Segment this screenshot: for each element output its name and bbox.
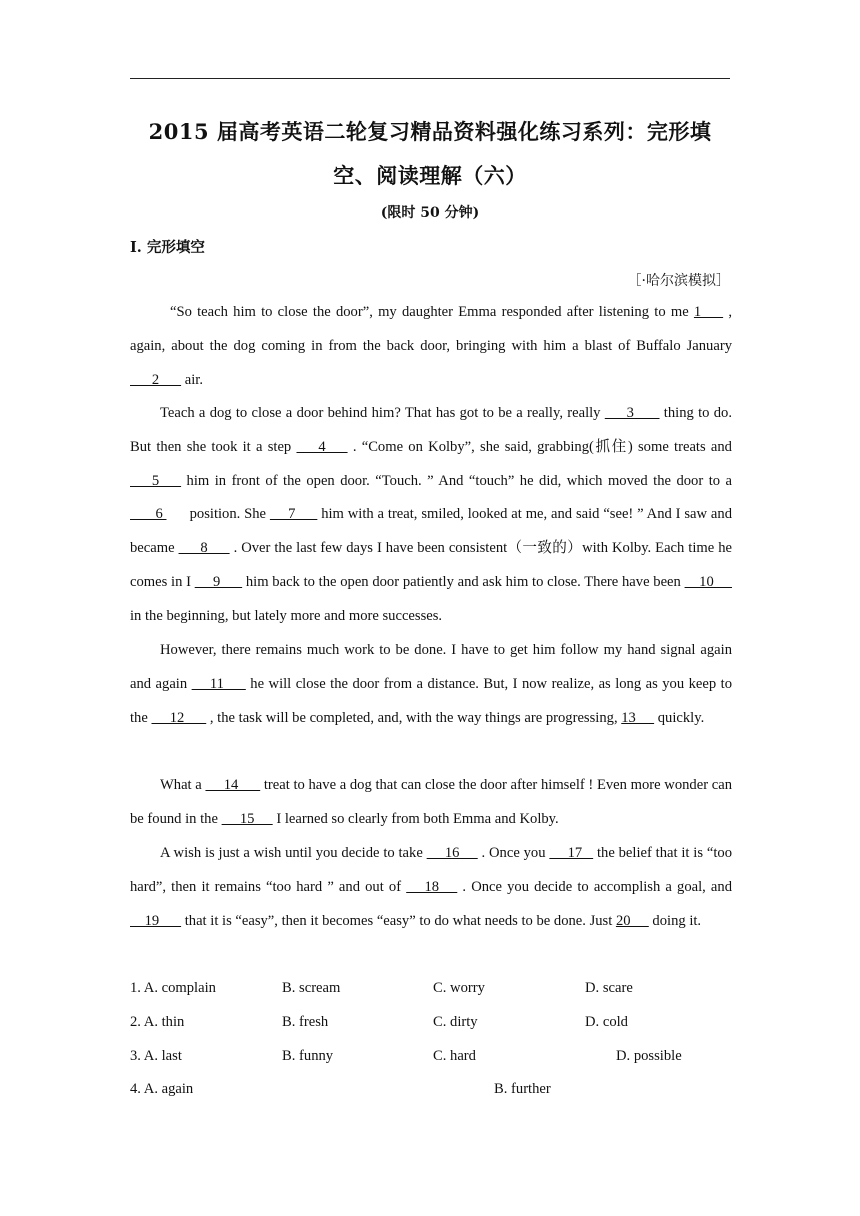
option-b: B. fresh	[282, 1013, 329, 1030]
blank-number: 3	[604, 405, 660, 421]
source-note: ［·哈尔滨模拟］	[627, 273, 730, 289]
passage-paragraph-3: However, there remains much work to be done. I have to get him follow my hand signal again and again 11 he will close the door from a distance. But, I now realize, as long as you keep to the 12 , the task will be completed, and, with the way things are progressing, 13 quickly.	[130, 634, 732, 735]
section-heading: Ⅰ. 完形填空	[130, 239, 205, 256]
blank-number: 10	[684, 573, 732, 590]
blank-number: 5	[130, 472, 182, 489]
option-c: C. dirty	[433, 1013, 478, 1030]
option-row	[130, 972, 730, 1006]
passage-paragraph-4: What a 14 treat to have a dog that can close the door after himself ! Even more wonder can be found in the 15 I learned so clearly from both Emma and Kolby.	[130, 769, 732, 837]
option-d: D. cold	[585, 1013, 628, 1030]
page-title-line-1: 2015 届高考英语二轮复习精品资料强化练习系列：完形填	[148, 119, 712, 144]
option-b: B. scream	[282, 980, 341, 996]
blank-number: 17	[549, 845, 594, 861]
blank-number: 4	[296, 438, 348, 455]
blank-number: 12	[151, 709, 207, 726]
option-row	[130, 1006, 730, 1040]
option-b: B. funny	[282, 1047, 334, 1064]
blank-number: 9	[194, 573, 243, 590]
blank-number: 2	[130, 371, 182, 388]
option-d: D. scare	[585, 980, 633, 996]
answer-options	[130, 972, 730, 1107]
option-a: 2. A. thin	[130, 1013, 185, 1030]
option-c: C. worry	[433, 980, 485, 996]
option-b: B. further	[494, 1081, 551, 1098]
blank-number: 20	[615, 912, 649, 929]
option-a: 3. A. last	[130, 1047, 182, 1064]
option-d: D. possible	[616, 1047, 682, 1064]
option-a: 4. A. again	[130, 1081, 194, 1098]
passage-paragraph-2: Teach a dog to close a door behind him? That has got to be a really, really 3 thing to do. But then she took it a step 4 . “Come on Kolby”, she said, grabbing(抓住) some treats and 5 him in front of the open door. “Touch. ” And “touch” he did, which moved the door to a 6 position. She 7 him with a treat, smiled, looked at me, and said “see! ” And I saw and became 8 . Over the last few days I have been consistent（一致的）with Kolby. Each time he comes in I 9 him back to the open door patiently and ask him to close. There have been 10 in the beginning, but lately more and more successes.	[130, 397, 732, 634]
option-row	[130, 1040, 730, 1074]
blank-number: 8	[178, 540, 230, 557]
option-a: 1. A. complain	[130, 980, 216, 996]
time-limit: (限时 50 分钟)	[380, 205, 480, 221]
blank-number: 14	[205, 777, 261, 793]
blank-number: 1	[693, 304, 724, 320]
blank-number: 16	[426, 845, 478, 861]
blank-number: 6	[130, 506, 167, 523]
header-rule	[130, 78, 730, 79]
blank-number: 18	[406, 878, 458, 895]
blank-number: 13	[621, 709, 655, 726]
blank-number: 11	[191, 675, 246, 692]
blank-number: 19	[130, 912, 182, 929]
page-title-line-2: 空、阅读理解（六）	[333, 163, 527, 188]
option-c: C. hard	[433, 1047, 476, 1064]
blank-number: 7	[269, 506, 318, 523]
passage-paragraph-5: A wish is just a wish until you decide to take 16 . Once you 17 the belief that it is “too hard”, then it remains “too hard ” and out of 18 . Once you decide to accomplish a goal, and 19 that it is “easy”, then it becomes “easy” to do what needs to be done. Just 20 doing it.	[130, 837, 732, 938]
passage-paragraph-1: “So teach him to close the door”, my daughter Emma responded after listening to me 1 , again, about the dog coming in from the back door, bringing with him a blast of Buffalo January 2 air.	[130, 296, 732, 397]
option-row	[130, 1073, 730, 1107]
blank-number: 15	[221, 810, 273, 827]
